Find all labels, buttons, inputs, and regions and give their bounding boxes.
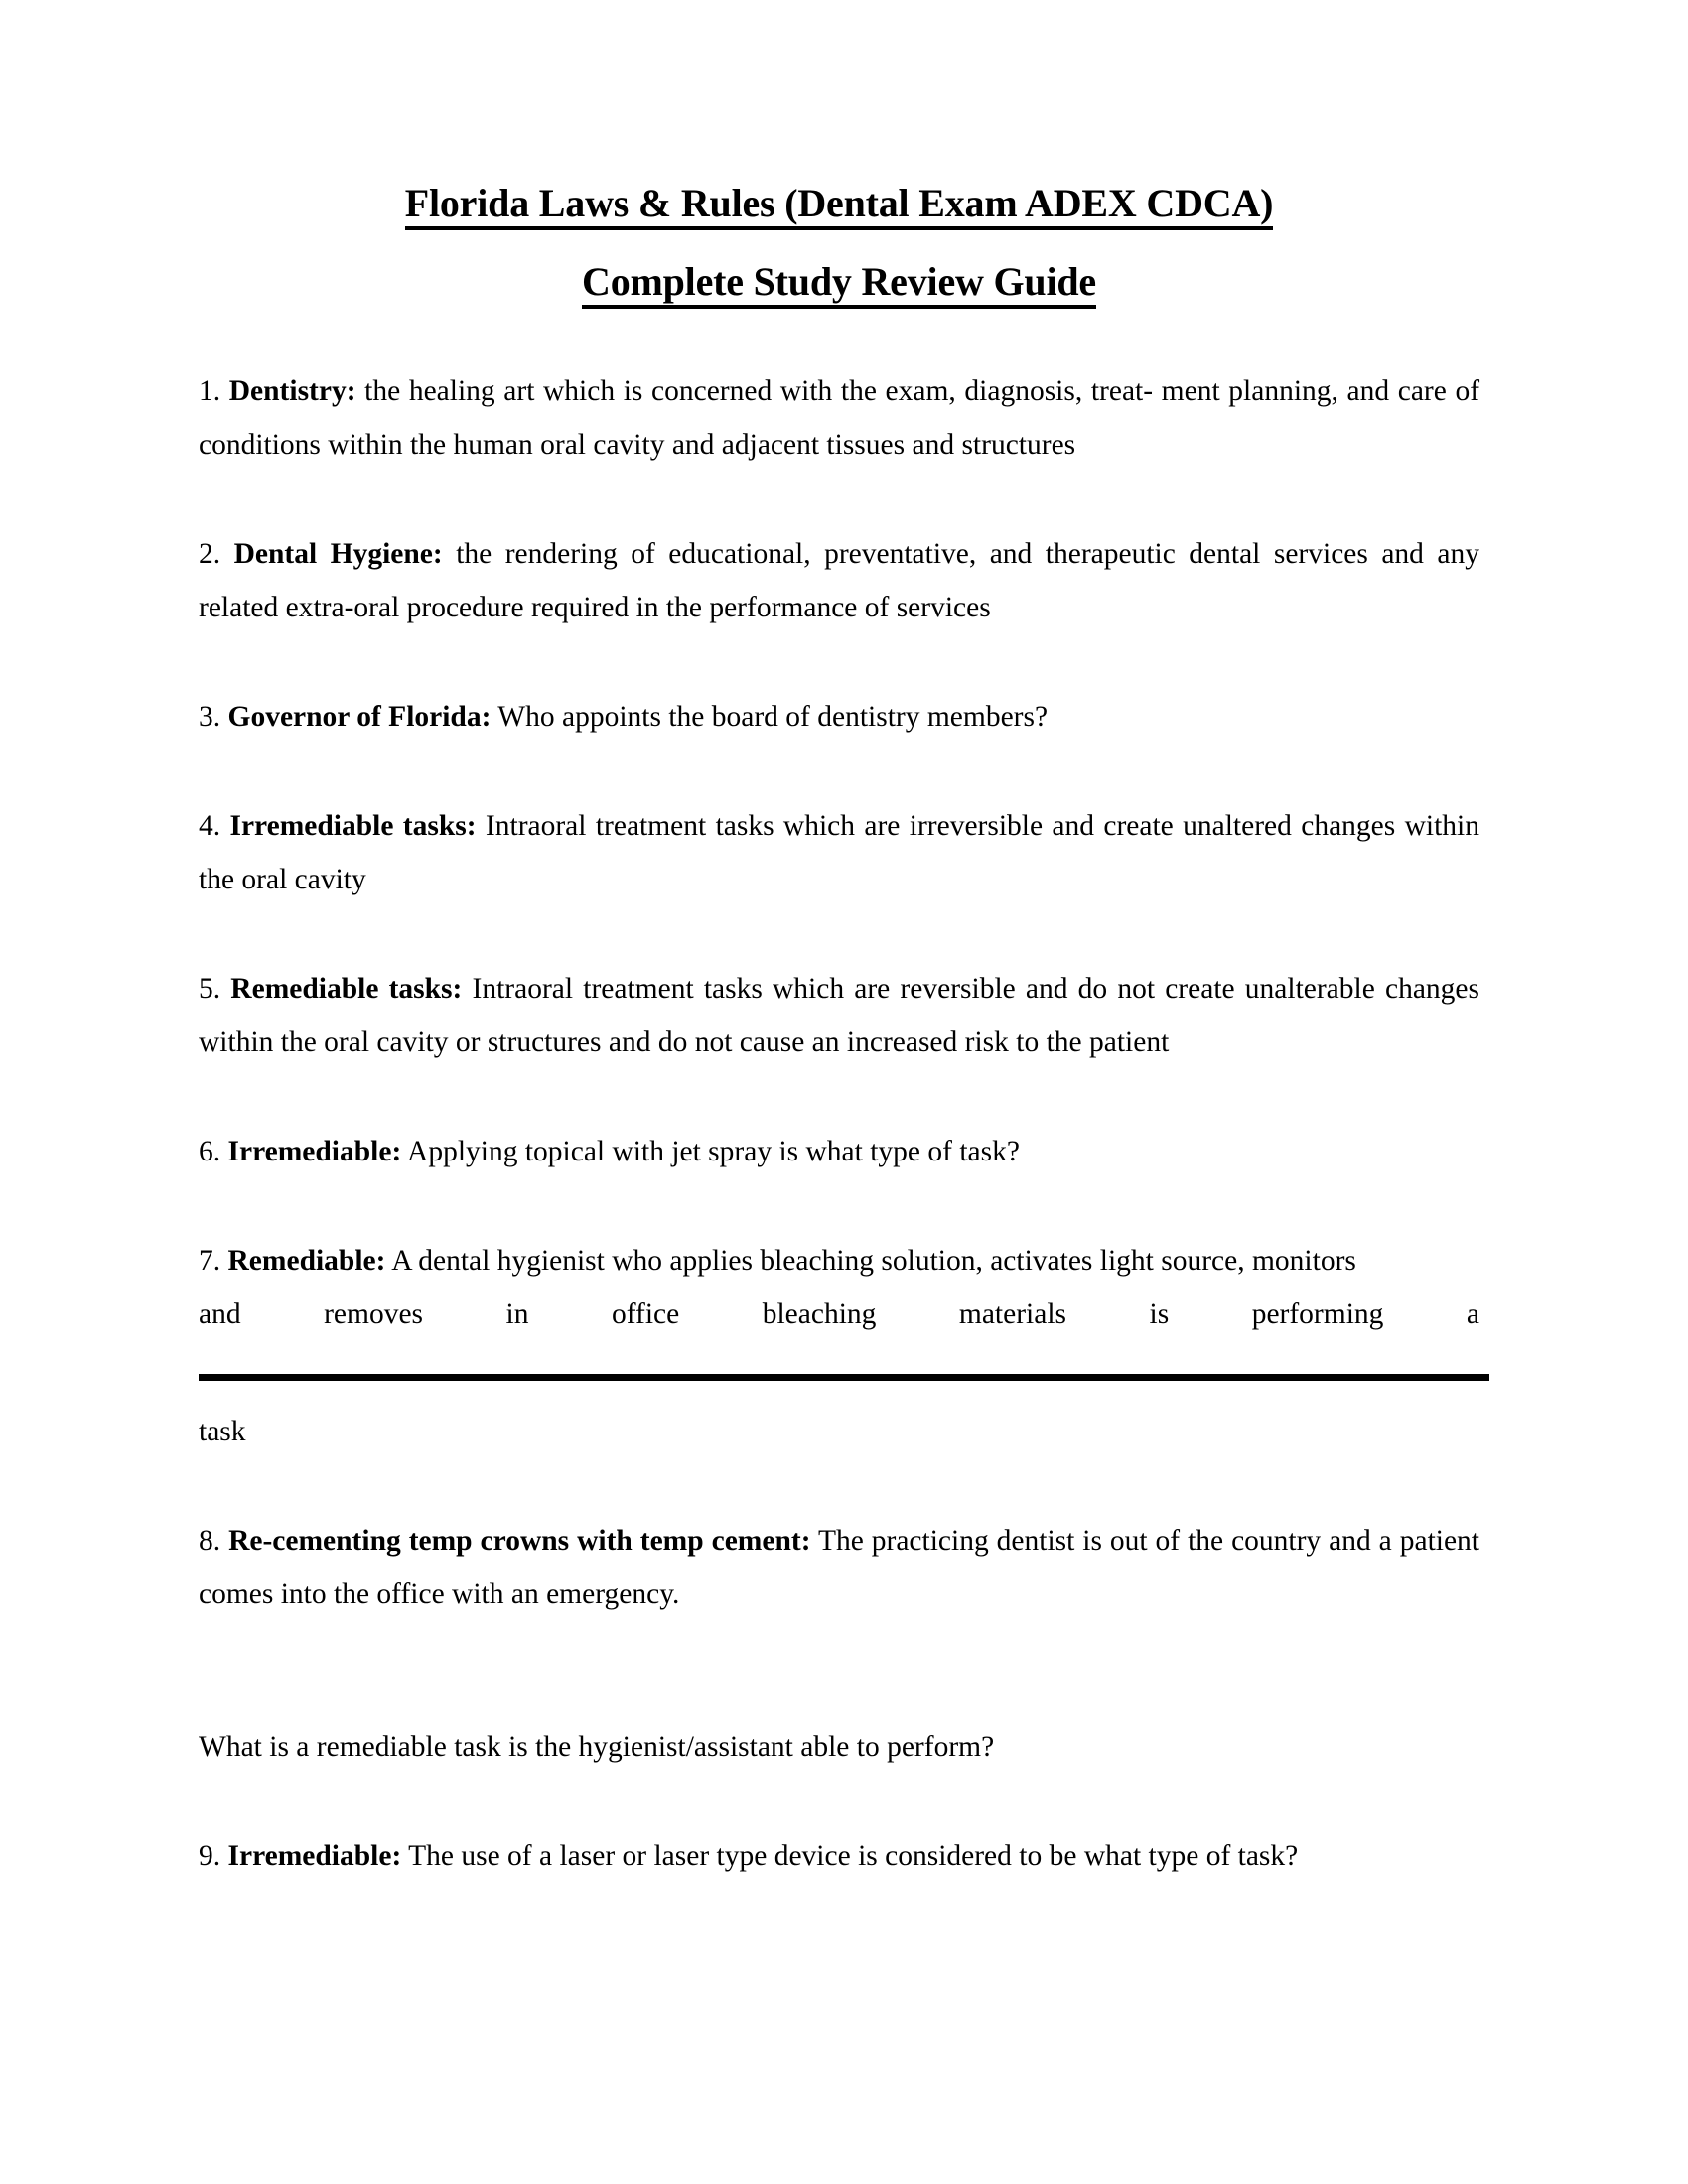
entry-term-2: Dental Hygiene: (233, 538, 443, 570)
definition-entry-8 (199, 1514, 1479, 1621)
definition-entry-7 (199, 1234, 1479, 1288)
standalone-question: What is a remediable task is the hygienist/assistant able to perform? (199, 1731, 995, 1763)
entry-term-4: Irremediable tasks: (229, 810, 477, 842)
entry-number-2: 2. (199, 538, 221, 570)
entry-definition-5: Intraoral treatment tasks which are reversible and do not create unalterable changes within the oral cavity or structures and do not cause an increased risk to the patient (199, 973, 1479, 1058)
definition-entry-9 (199, 1830, 1479, 1883)
entry-definition-4: Intraoral treatment tasks which are irreversible and create unaltered changes within the oral cavity (199, 810, 1480, 895)
document-content (199, 0, 1479, 1883)
blank-fill-rule (199, 1374, 1489, 1381)
title-line-1: Florida Laws & Rules (Dental Exam ADEX CDCA) (405, 184, 1274, 230)
entry-definition-6: Applying topical with jet spray is what type of task? (407, 1136, 1020, 1167)
entry-number-5: 5. (199, 973, 221, 1005)
entry-number-6: 6. (199, 1136, 221, 1167)
entry-term-8: Re-cementing temp crowns with temp cement: (228, 1525, 811, 1557)
entry-term-9: Irremediable: (227, 1841, 402, 1872)
entry-definition-2: the rendering of educational, preventative, and therapeutic dental services and any related extra-oral procedure required in the performance of services (199, 538, 1479, 623)
page-title (199, 181, 1479, 230)
entry-number-9: 9. (199, 1841, 221, 1872)
entry-term-3: Governor of Florida: (227, 701, 492, 733)
definition-entry-3 (199, 690, 1479, 744)
definition-entry-4 (199, 799, 1479, 906)
entry-term-1: Dentistry: (228, 375, 356, 407)
entry-number-1: 1. (199, 375, 221, 407)
entry-definition-3: Who appoints the board of dentistry members? (497, 701, 1049, 733)
definition-entry-2 (199, 527, 1479, 634)
entry-number-3: 3. (199, 701, 221, 733)
entry-definition-7-line-2: and removes in office bleaching materials is performing a (199, 1298, 1479, 1330)
entry-number-7: 7. (199, 1245, 221, 1277)
entry-definition-7-line-3: task (199, 1416, 246, 1447)
entry-term-6: Irremediable: (227, 1136, 402, 1167)
entry-definition-1: the healing art which is concerned with the exam, diagnosis, treat- ment planning, and care of conditions within the human oral cavity and adjacent tissues and structures (199, 375, 1480, 461)
definition-entry-6 (199, 1125, 1479, 1178)
page-subtitle (199, 259, 1479, 309)
definition-entry-1 (199, 364, 1479, 472)
entry-term-5: Remediable tasks: (230, 973, 463, 1005)
entry-definition-7-line-1: A dental hygienist who applies bleaching solution, activates light source, monitors (391, 1245, 1356, 1277)
definition-entry-5 (199, 962, 1479, 1069)
entry-term-7: Remediable: (227, 1245, 386, 1277)
entry-definition-9: The use of a laser or laser type device is considered to be what type of task? (408, 1841, 1299, 1872)
entry-number-4: 4. (199, 810, 221, 842)
entry-definition-8: The practicing dentist is out of the country and a patient comes into the office with an emergency. (199, 1525, 1480, 1610)
title-line-2: Complete Study Review Guide (582, 262, 1096, 309)
entry-number-8: 8. (199, 1525, 221, 1557)
